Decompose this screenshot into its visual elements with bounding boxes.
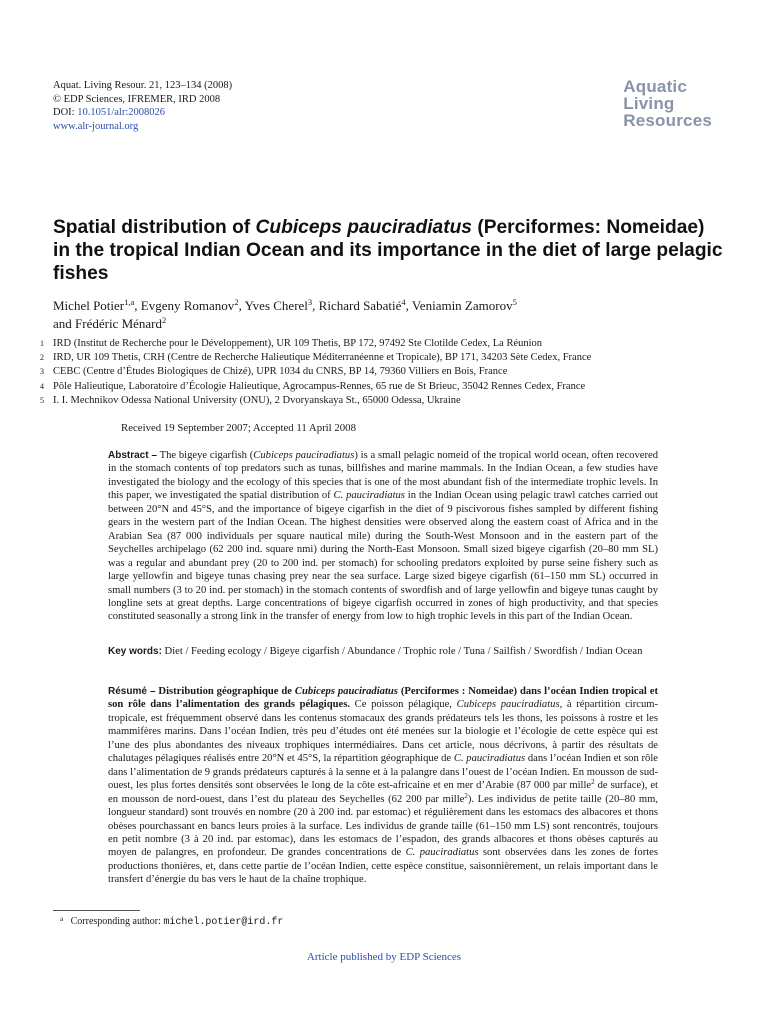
resume-text-5: ). Les individus de petite taille (20–80 mm, longueur standard) sont trouvés en nombre (20 à 200 ind. par estomac) et régulièrement dans les estomacs des albacores et thons obèses pourchassant en bancs leurs proies à la surface. Les individus de grande taille (61–150 mm LS) sont rencontrés, toujours en petit nombre (3 à 20 ind. par estomac), dans les estomacs de l’espadon, des grands albacores et thons obèses capturés au moyen de palangres, en profondeur. De grandes concentrations de: [108, 793, 659, 859]
author-name: and Frédéric Ménard: [53, 316, 163, 331]
author-name: Michel Potier: [53, 298, 125, 313]
journal-header: [53, 79, 232, 133]
keywords-text: Diet / Feeding ecology / Bigeye cigarfish / Abundance / Trophic role / Tuna / Sailfish / Swordfish / Indian Ocean: [161, 646, 643, 657]
title-species: Cubiceps pauciradiatus: [255, 217, 472, 238]
affiliation-number: 3: [40, 367, 44, 377]
resume-text-6: sont observées dans les zones de fortes productions thonières, et, dans cette partie de l’océan Indien, cette espèce constitue, saisonnièrement, un relais important dans le transfert d’énergie du bas vers le haut de la chaîne trophique.: [108, 847, 659, 886]
keywords: [108, 645, 658, 658]
journal-website-link[interactable]: www.alr-journal.org: [53, 120, 139, 132]
abstract-text-2: ) is a small pelagic nomeid of the tropical world ocean, often recovered in the stomach contents of top predators such as tunas, billfishes and marine mammals. In the Indian Ocean, a few studies have investigated the biology and the ecology of this species that is one of the most abundant fish of the intermediate trophic levels. In this paper, we investigated the spatial distribution of: [108, 450, 659, 502]
author: [319, 298, 412, 313]
journal-copyright: © EDP Sciences, IFREMER, IRD 2008: [53, 93, 221, 105]
abstract: [108, 449, 658, 624]
affiliation-item: [40, 394, 730, 408]
journal-logo-line-2: Living: [623, 94, 675, 113]
author-affil-sup: 2: [234, 297, 239, 307]
author: [53, 316, 166, 331]
doi-line: [53, 106, 232, 120]
author-affil-sup: 4: [401, 297, 406, 307]
abstract-species-2: C. pauciradiatus: [333, 490, 405, 502]
article-title: [53, 216, 723, 285]
author-affil-sup: 1,a: [124, 297, 135, 307]
author-separator: ,: [238, 298, 245, 313]
author-list: [53, 297, 723, 333]
keywords-label: Key words:: [108, 646, 162, 657]
footnote-divider: [53, 910, 140, 911]
abstract-text-1: The bigeye cigarfish (: [157, 450, 254, 461]
resume-superscript-2: 2: [464, 791, 468, 800]
affiliation-text: IRD, UR 109 Thetis, CRH (Centre de Recherche Halieutique Méditerranéenne et Tropicale), BP 171, 34203 Sète Cedex, France: [53, 352, 592, 364]
resume-text-1: Ce poisson pélagique,: [349, 699, 457, 711]
author-name: Richard Sabatié: [318, 298, 402, 313]
resume: [108, 685, 658, 887]
affiliation-item: [40, 380, 730, 394]
author: [141, 298, 245, 313]
footnote-label: Corresponding author:: [70, 916, 164, 927]
resume-species-1: Cubiceps pauciradiatus: [456, 699, 560, 711]
abstract-text-3: in the Indian Ocean using pelagic trawl catches carried out between 20°N and 45°S, and the importance of bigeye cigarfish in the diet of 9 piscivorous fishes sampled by different fishing gears in the western part of the Indian Ocean. The highest densities were observed along the eastern coast of Africa and in the Arabian Sea (87 000 individuals per square nautical mile) during the South-West Monsoon and in the eastern part of the Seychelles archipelago (62 200 ind. square nmi) during the North-East Monsoon. Small sized bigeye cigarfish (20–80 mm SL) was a regular and abundant prey (20 to 200 ind. per stomach) for schooling predators exploited by purse seine fishery such as large yellowfin and bigeye tunas chasing prey near the sea surface. Large sized bigeye cigarfish (61–150 mm SL) occurred in small numbers (3 to 20 ind. per stomach) in the stomach contents of swordfish and of large yellowfin and bigeye tunas caught by longline sets at great depths. Large concentrations of bigeye cigarfish occurred in zones of high productivity, and that species constituted seasonally a strong link in the transfer of energy from low to high trophic levels in this part of the Indian Ocean.: [108, 490, 658, 623]
journal-logo: [623, 78, 712, 129]
resume-title-part-2: (Perciformes : Nomeidae) dans l’océan Indien tropical et son rôle dans l’alimentation des grands pélagiques.: [108, 686, 658, 711]
resume-title-species: Cubiceps pauciradiatus: [294, 686, 398, 697]
author-affil-sup: 5: [512, 297, 517, 307]
resume-text-4: de surface), et en mousson de nord-ouest, dans l’est du plateau des Seychelles (62 200 par mille: [108, 780, 658, 805]
doi-link[interactable]: 10.1051/alr:2008026: [77, 107, 166, 118]
author-affil-sup: 3: [307, 297, 313, 307]
affiliation-number: 2: [40, 353, 44, 363]
journal-citation: Aquat. Living Resour. 21, 123–134 (2008): [53, 80, 233, 91]
abstract-species-1: Cubiceps pauciradiatus: [253, 450, 355, 461]
affiliation-list: [40, 337, 730, 408]
affiliation-text: CEBC (Centre d’Études Biologiques de Chizé), UPR 1034 du CNRS, BP 14, 79360 Villiers en Bois, France: [53, 366, 508, 378]
affiliation-item: [40, 365, 730, 379]
journal-logo-line-3: Resources: [623, 111, 712, 130]
author: [53, 298, 141, 313]
affiliation-number: 4: [40, 381, 44, 391]
footnote-marker: a: [60, 915, 64, 923]
author-email[interactable]: michel.potier@ird.fr: [163, 917, 284, 928]
journal-logo-line-1: Aquatic: [623, 77, 688, 96]
doi-label: DOI:: [53, 107, 78, 118]
affiliation-item: [40, 351, 730, 365]
author-name: Evgeny Romanov: [140, 298, 235, 313]
resume-superscript-1: 2: [591, 778, 595, 787]
title-part-1: Spatial distribution of: [53, 217, 256, 238]
author-separator: ,: [405, 298, 412, 313]
affiliation-number: 1: [40, 339, 44, 348]
resume-text-3: dans l’océan Indien et son rôle dans l’alimentation de 9 grands prédateurs capturés à la senne et à la palangre dans l’ouest de l’océan Indien. En mousson de sud-ouest, les plus fortes densités sont observées le long de la côte est-africaine et en mer d’Arabie (87 000 par mille: [108, 753, 658, 792]
affiliation-number: 5: [40, 395, 44, 405]
title-part-2: (Perciformes: Nomeidae) in the tropical Indian Ocean and its importance in the diet of large pelagic fishes: [53, 217, 723, 284]
author-separator: ,: [134, 298, 141, 313]
author-separator: ,: [312, 298, 319, 313]
affiliation-item: [40, 337, 730, 351]
author-name: Yves Cherel: [244, 298, 308, 313]
affiliation-text: I. I. Mechnikov Odessa National University (ONU), 2 Dvoryanskaya St., 65000 Odessa, Ukraine: [53, 394, 461, 406]
author-affil-sup: 2: [162, 315, 167, 325]
resume-label: Résumé –: [108, 686, 156, 697]
author: [412, 298, 517, 313]
affiliation-text: IRD (Institut de Recherche pour le Développement), UR 109 Thetis, BP 172, 97492 Ste Clotilde Cedex, La Réunion: [53, 338, 543, 349]
author-name: Veniamin Zamorov: [411, 298, 513, 313]
published-by-link[interactable]: Article published by EDP Sciences: [306, 951, 462, 963]
author: [245, 298, 319, 313]
resume-text-2: , à répartition circum-tropicale, est fréquemment observé dans les contenus stomacaux des grands prédateurs tels les thons, les poissons à rostre et les mammifères marins. Dans l’océan Indien, très peu d’études ont été menées sur la biologie et l’écologie de cette espèce qui est l’une des plus abondantes des niveaux trophiques intermédiaires. Dans cet article, nous décrivons, à partir des résultats de chalutages pélagiques réalisés entre 20°N et 45°S, la répartition géographique de: [108, 699, 659, 765]
received-dates: Received 19 September 2007; Accepted 11 April 2008: [121, 422, 356, 434]
affiliation-text: Pôle Halieutique, Laboratoire d’Écologie Halieutique, Agrocampus-Rennes, 65 rue de St Brieuc, 35042 Rennes Cedex, France: [53, 380, 586, 392]
resume-species-3: C. pauciradiatus: [405, 847, 479, 859]
corresponding-author-footnote: [60, 916, 283, 928]
abstract-label: Abstract –: [108, 450, 158, 461]
resume-species-2: C. pauciradiatus: [453, 753, 526, 765]
resume-title-part-1: Distribution géographique de: [155, 686, 295, 697]
